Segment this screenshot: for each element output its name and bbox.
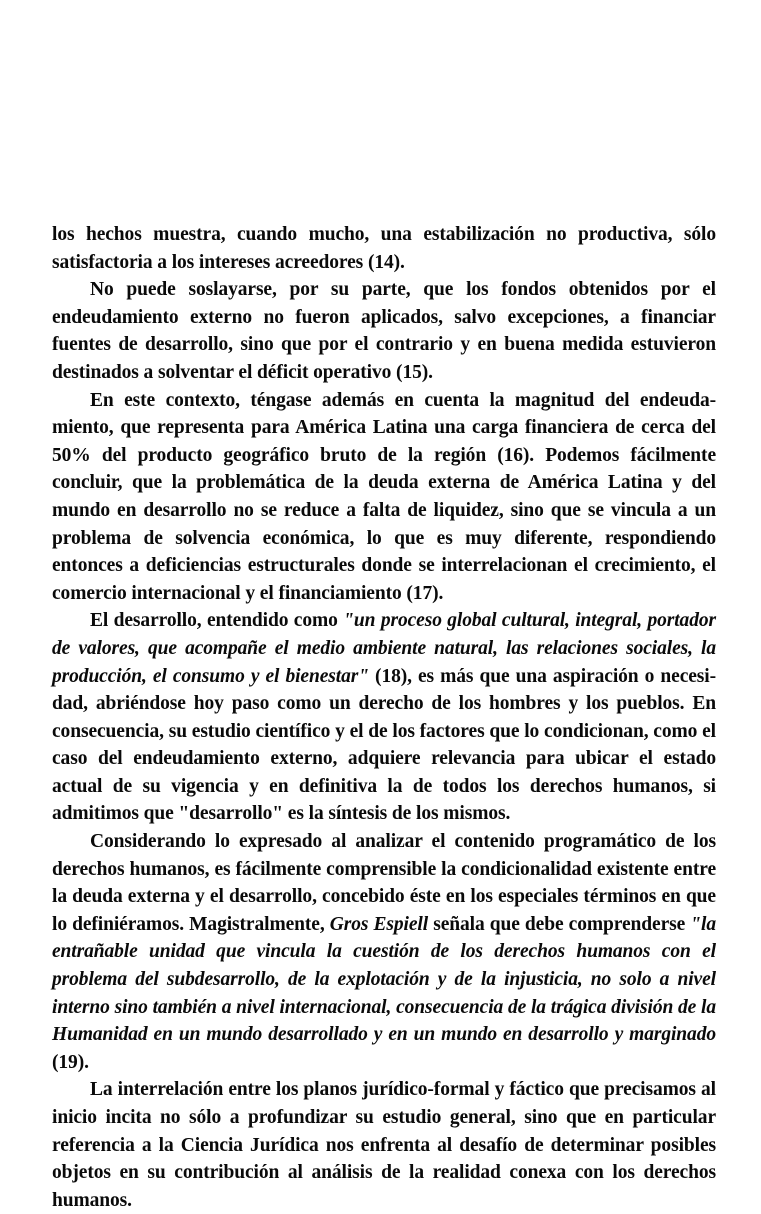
paragraph-2 <box>52 276 716 386</box>
text-segment: El desarrollo, entendido como <box>90 610 344 632</box>
paragraph-4 <box>52 607 716 828</box>
paragraph-6 <box>52 1076 716 1214</box>
quote-italic: "un proceso global cultural, integral, portador de valores, que acompañe el medio ambiente natural, las relaciones sociales, la producción, el consumo y el bienestar" <box>52 610 716 687</box>
author-name-italic: Gros Espiell <box>329 913 429 935</box>
paragraph-1 <box>52 221 716 276</box>
text-segment: No puede soslayarse, por su parte, que los fondos obtenidos por el endeudamiento externo no fueron aplicados, salvo excepciones, a financiar fuentes de desarrollo, sino que por el contrario y en buena medida estuvieron destinados a solventar el déficit operativo (15). <box>52 279 716 383</box>
paragraph-5 <box>52 828 716 1076</box>
paragraph-3 <box>52 387 716 608</box>
document-page <box>52 221 716 1214</box>
text-segment: Considerando lo expresado al analizar el contenido programático de los derechos humanos, es fácilmente comprensible la condicionalidad existente entre la deuda externa y el desarrollo, concebido éste en los especiales términos en que lo definiéramos. Magistralmente, <box>52 831 716 935</box>
text-segment: señala que debe comprenderse <box>428 913 691 935</box>
text-segment: La interrelación entre los planos jurídico-formal y fáctico que precisamos al inicio incita no sólo a profundizar su estudio general, sino que en particular referencia a la Ciencia Jurídica nos enfrenta al desafío de determinar posibles objetos en su contribución al análisis de la realidad conexa con los derechos humanos. <box>52 1079 716 1211</box>
quote-italic: "la entrañable unidad que vincula la cuestión de los derechos humanos con el problema del subdesarrollo, de la explotación y de la injusticia, no solo a nivel interno sino también a nivel internacional, consecuencia de la trágica división de la Humanidad en un mundo desarrollado y en un mundo en desarrollo y marginado <box>52 913 716 1046</box>
text-segment: los hechos muestra, cuando mucho, una estabilización no productiva, sólo satisfactoria a los intereses acreedores (14). <box>52 224 716 273</box>
text-segment: (18), es más que una aspiración o necesi-dad, abriéndose hoy paso como un derecho de los hombres y los pueblos. En consecuencia, su estudio científico y el de los factores que lo condicionan, como el caso del endeudamiento externo, adquiere relevancia para ubicar el estado actual de su vigencia y en definitiva la de todos los derechos humanos, si admitimos que "desarrollo" es la síntesis de los mismos. <box>52 665 716 825</box>
text-segment: (19). <box>52 1051 89 1073</box>
text-segment: En este contexto, téngase además en cuenta la magnitud del endeuda-miento, que representa para América Latina una carga financiera de cerca del 50% del producto geográfico bruto de la región (16). Podemos fácilmente concluir, que la problemática de la deuda externa de América Latina y del mundo en desarrollo no se reduce a falta de liquidez, sino que se vincula a un problema de solvencia económica, lo que es muy diferente, respondiendo entonces a deficiencias estructurales donde se interrelacionan el crecimiento, el comercio internacional y el financiamiento (17). <box>52 389 716 604</box>
